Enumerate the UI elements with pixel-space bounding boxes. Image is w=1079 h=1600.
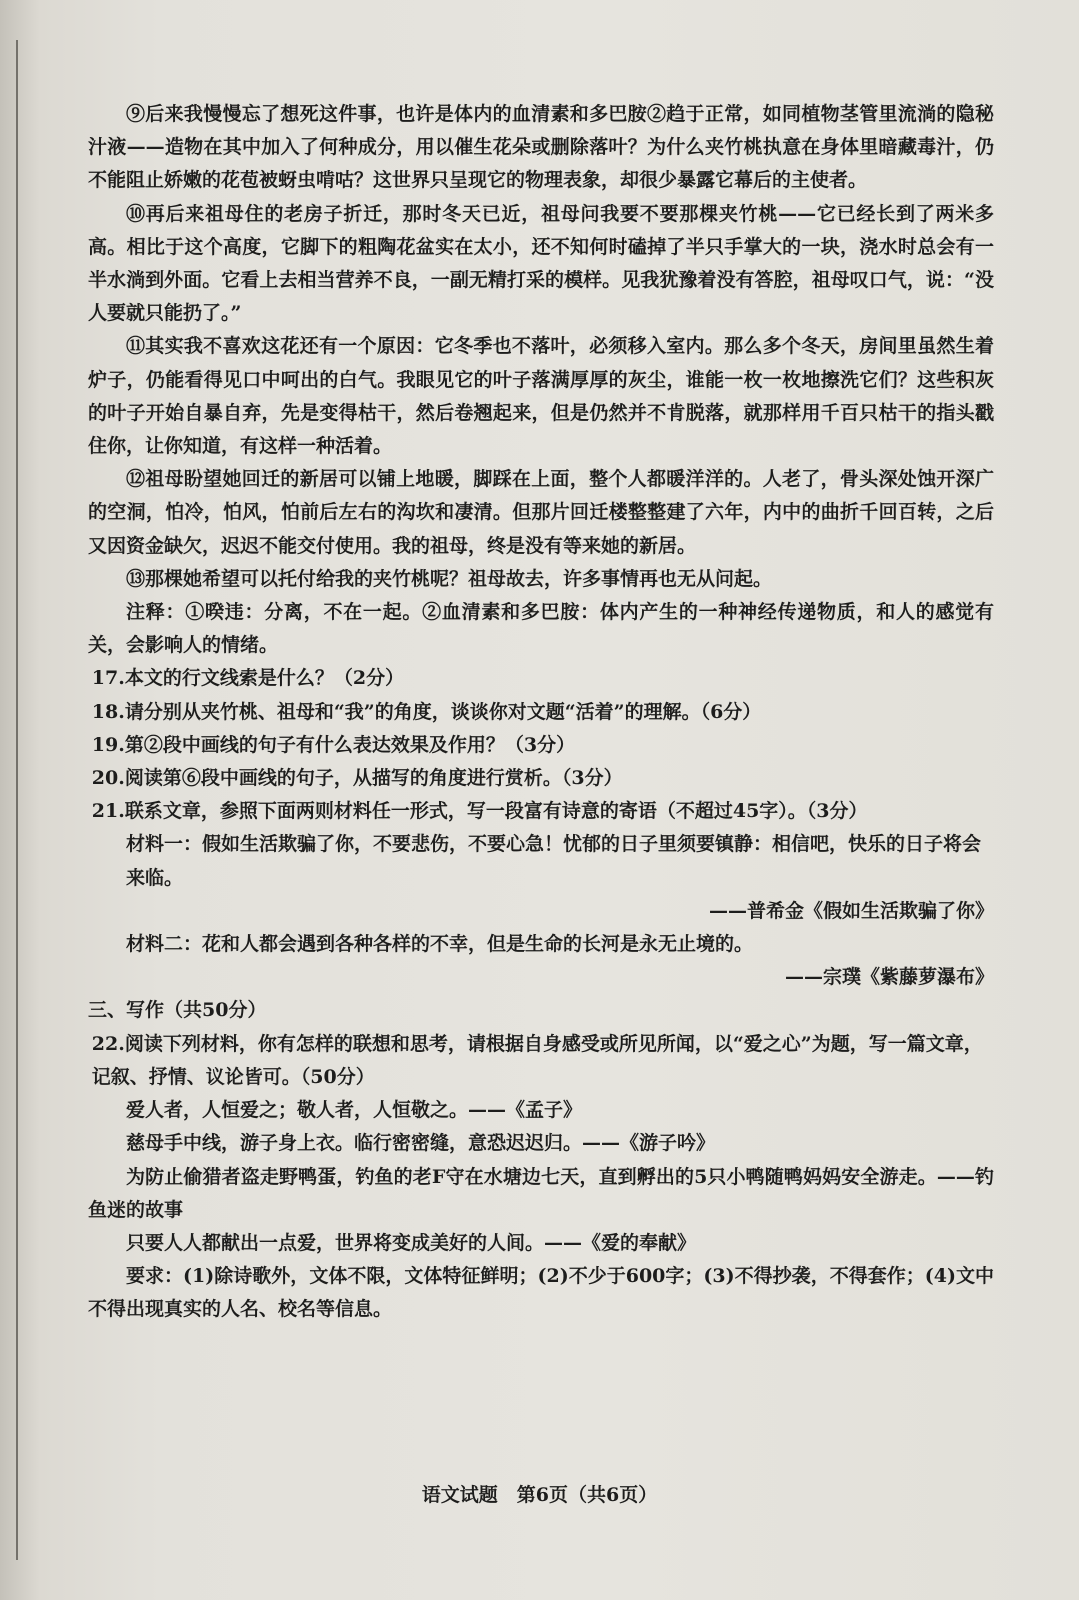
material-1-source: ——普希金《假如生活欺骗了你》: [708, 899, 994, 922]
question-18: 18.请分别从夹竹桃、祖母和“我”的角度，谈谈你对文题“活着”的理解。（6分）: [91, 700, 762, 723]
paragraph-11: ⑪其实我不喜欢这花还有一个原因：它冬季也不落叶，必须移入室内。那么多个冬天，房间里虽然生着炉子，仍能看得见口中呵出的白气。我眼见它的叶子落满厚厚的灰尘，谁能一枚一枚地擦洗它们？这些积灰的叶子开始自暴自弃，先是变得枯干，然后卷翘起来，但是仍然并不肯脱落，就那样用千百只枯干的指头戳住你，让你知道，有这样一种活着。: [88, 335, 994, 458]
writing-material-3: 为防止偷猎者盗走野鸭蛋，钓鱼的老F守在水塘边七天，直到孵出的5只小鸭随鸭妈妈安全游走。——钓鱼迷的故事: [88, 1165, 994, 1221]
writing-requirements: 要求：(1)除诗歌外，文体不限，文体特征鲜明；(2)不少于600字；(3)不得抄袭，不得套作；(4)文中不得出现真实的人名、校名等信息。: [88, 1265, 994, 1321]
writing-material-4: 只要人人都献出一点爱，世界将变成美好的人间。——《爱的奉献》: [126, 1231, 697, 1254]
annotation-notes: 注释：①暌违：分离，不在一起。②血清素和多巴胺：体内产生的一种神经传递物质，和人的感觉有关，会影响人的情绪。: [88, 601, 994, 657]
question-20: 20.阅读第⑥段中画线的句子，从描写的角度进行赏析。（3分）: [91, 767, 623, 790]
page-footer: 语文试题 第6页（共6页）: [421, 1484, 658, 1506]
material-2-source: ——宗璞《紫藤萝瀑布》: [784, 966, 994, 989]
paragraph-13: ⑬那棵她希望可以托付给我的夹竹桃呢？祖母故去，许多事情再也无从问起。: [126, 567, 773, 590]
page-content: [88, 98, 994, 1327]
paragraph-9: ⑨后来我慢慢忘了想死这件事，也许是体内的血清素和多巴胺②趋于正常，如同植物茎管里流淌的隐秘汁液——造物在其中加入了何种成分，用以催生花朵或删除落叶？为什么夹竹桃执意在身体里暗藏毒汁，仍不能阻止娇嫩的花苞被蚜虫啃咕？这世界只呈现它的物理表象，却很少暴露它幕后的主使者。: [88, 103, 994, 192]
question-19: 19.第②段中画线的句子有什么表达效果及作用？（3分）: [91, 733, 576, 756]
material-2: 材料二：花和人都会遇到各种各样的不幸，但是生命的长河是永无止境的。: [126, 933, 754, 956]
page-fold-line: [16, 40, 18, 1560]
writing-material-1: 爱人者，人恒爱之；敬人者，人恒敬之。——《孟子》: [126, 1099, 583, 1122]
writing-section-title: 三、写作（共50分）: [88, 999, 267, 1022]
question-22: 22.阅读下列材料，你有怎样的联想和思考，请根据自身感受或所见所闻，以“爱之心”为题，写一篇文章，记叙、抒情、议论皆可。（50分）: [91, 1032, 983, 1088]
question-21: 21.联系文章，参照下面两则材料任一形式，写一段富有诗意的寄语（不超过45字）。（3分）: [91, 800, 868, 823]
material-1: 材料一：假如生活欺骗了你，不要悲伤，不要心急！忧郁的日子里须要镇静：相信吧，快乐的日子将会来临。: [126, 833, 982, 889]
question-17: 17.本文的行文线索是什么？（2分）: [91, 667, 405, 690]
writing-material-2: 慈母手中线，游子身上衣。临行密密缝，意恐迟迟归。——《游子吟》: [126, 1132, 716, 1155]
paragraph-12: ⑫祖母盼望她回迁的新居可以铺上地暖，脚踩在上面，整个人都暖洋洋的。人老了，骨头深处蚀开深广的空洞，怕冷，怕风，怕前后左右的沟坎和凄清。但那片回迁楼整整建了六年，内中的曲折千回百转，之后又因资金缺欠，迟迟不能交付使用。我的祖母，终是没有等来她的新居。: [88, 468, 994, 557]
paragraph-10: ⑩再后来祖母住的老房子折迁，那时冬天已近，祖母问我要不要那棵夹竹桃——它已经长到了两米多高。相比于这个高度，它脚下的粗陶花盆实在太小，还不知何时磕掉了半只手掌大的一块，浇水时总会有一半水淌到外面。它看上去相当营养不良，一副无精打采的模样。见我犹豫着没有答腔，祖母叹口气，说：“没人要就只能扔了。”: [88, 202, 994, 325]
